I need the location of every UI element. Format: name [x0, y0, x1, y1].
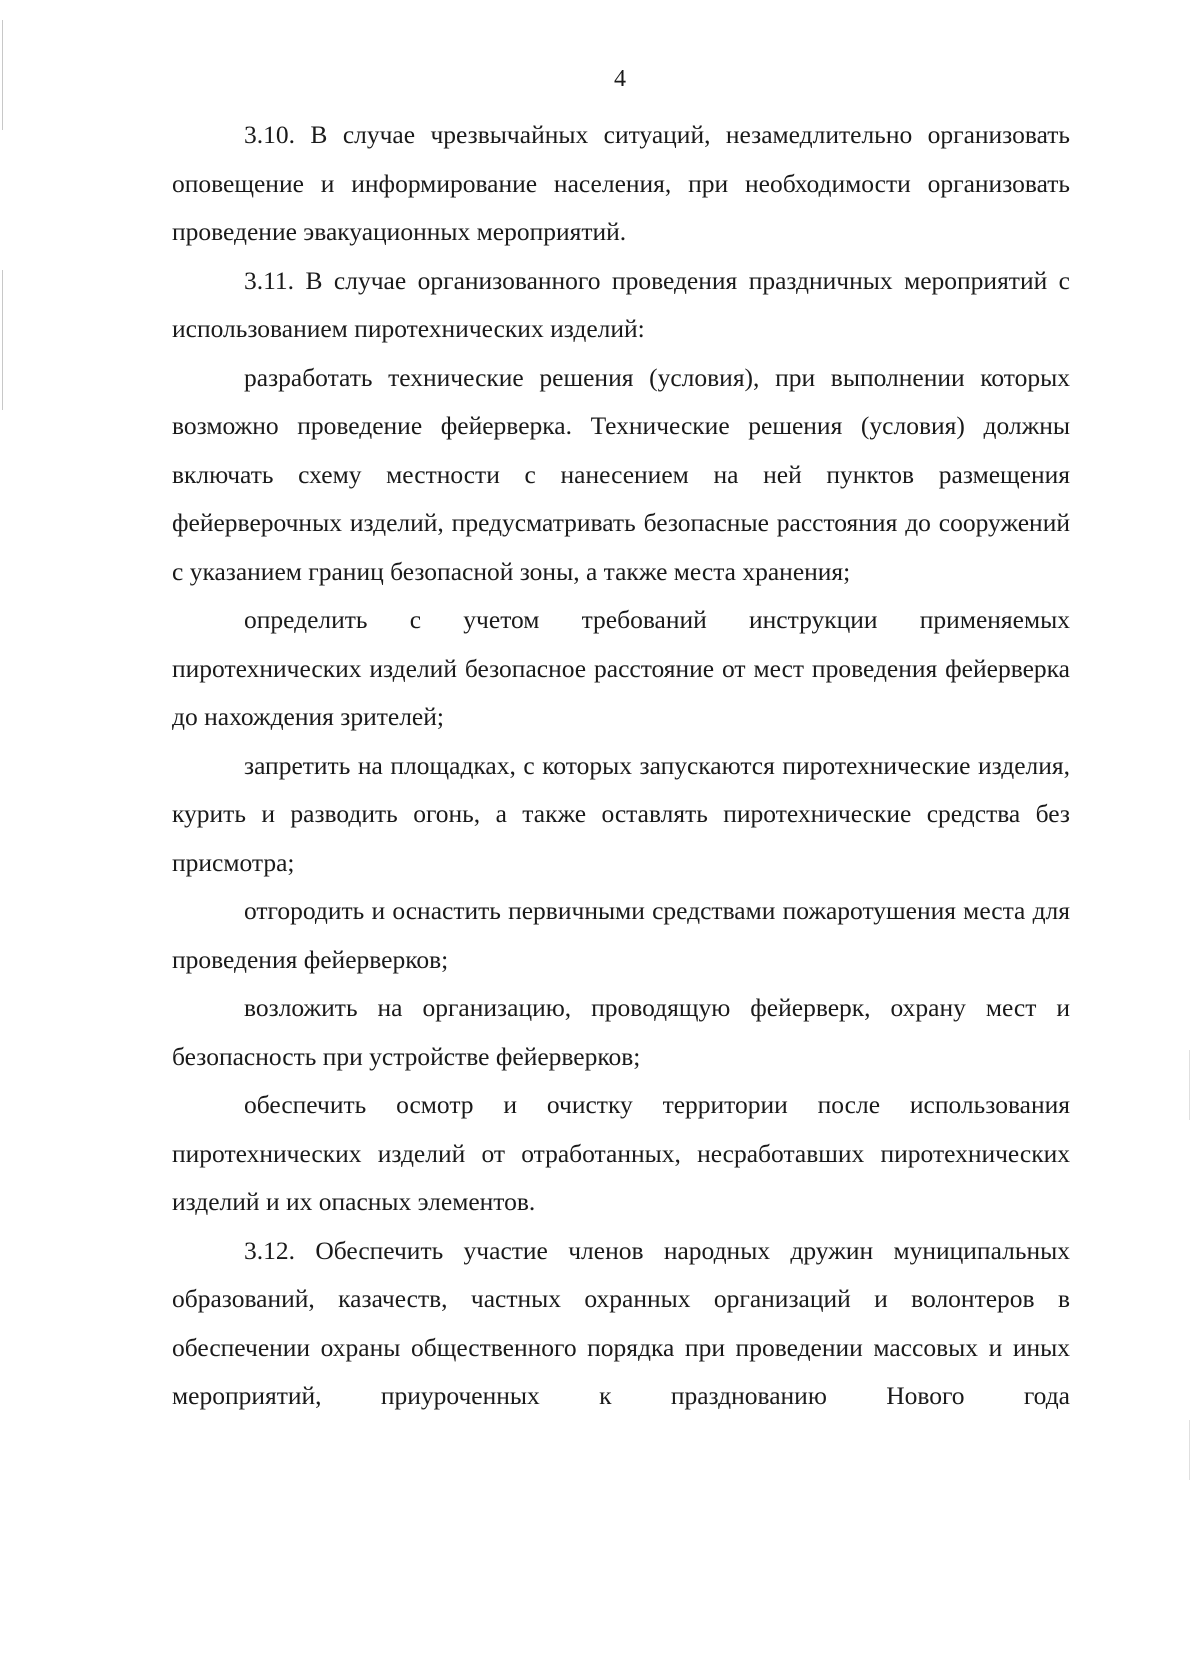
paragraph-technical-solutions: разработать технические решения (условия), при выполнении которых возможно проведение фейерверка. Технические решения (условия) должны включать схему местности с нанесением на ней пунктов размещения фейерверочных изделий, предусматривать безопасные расстояния до сооружений с указанием границ безопасной зоны, а также места хранения;: [172, 362, 1070, 586]
document-body: [172, 111, 1070, 1421]
scan-edge-mark: [1189, 1420, 1190, 1480]
paragraph-fire-equipment: отгородить и оснастить первичными средствами пожаротушения места для проведения фейерверков;: [172, 896, 1070, 974]
scan-edge-mark: [2, 270, 3, 410]
paragraph-3-11: 3.11. В случае организованного проведения праздничных мероприятий с использованием пиротехнических изделий:: [172, 265, 1070, 343]
scan-edge-mark: [1189, 1050, 1190, 1120]
paragraph-prohibit-smoking: запретить на площадках, с которых запускаются пиротехнические изделия, курить и разводить огонь, а также оставлять пиротехнические средства без присмотра;: [172, 750, 1070, 877]
paragraph-3-12: 3.12. Обеспечить участие членов народных дружин муниципальных образований, казачеств, частных охранных организаций и волонтеров в обеспечении охраны общественного порядка при проведении массовых и иных мероприятий, приуроченных к празднованию Нового года: [172, 1235, 1070, 1410]
paragraph-3-10: 3.10. В случае чрезвычайных ситуаций, незамедлительно организовать оповещение и информирование населения, при необходимости организовать проведение эвакуационных мероприятий.: [172, 120, 1070, 246]
paragraph-territory-cleanup: обеспечить осмотр и очистку территории после использования пиротехнических изделий от отработанных, несработавших пиротехнических изделий и их опасных элементов.: [172, 1090, 1070, 1216]
paragraph-security-duty: возложить на организацию, проводящую фейерверк, охрану мест и безопасность при устройстве фейерверков;: [172, 993, 1070, 1071]
paragraph-safe-distance: определить с учетом требований инструкции применяемых пиротехнических изделий безопасное расстояние от мест проведения фейерверка до нахождения зрителей;: [172, 605, 1070, 731]
page-number: 4: [614, 66, 626, 92]
